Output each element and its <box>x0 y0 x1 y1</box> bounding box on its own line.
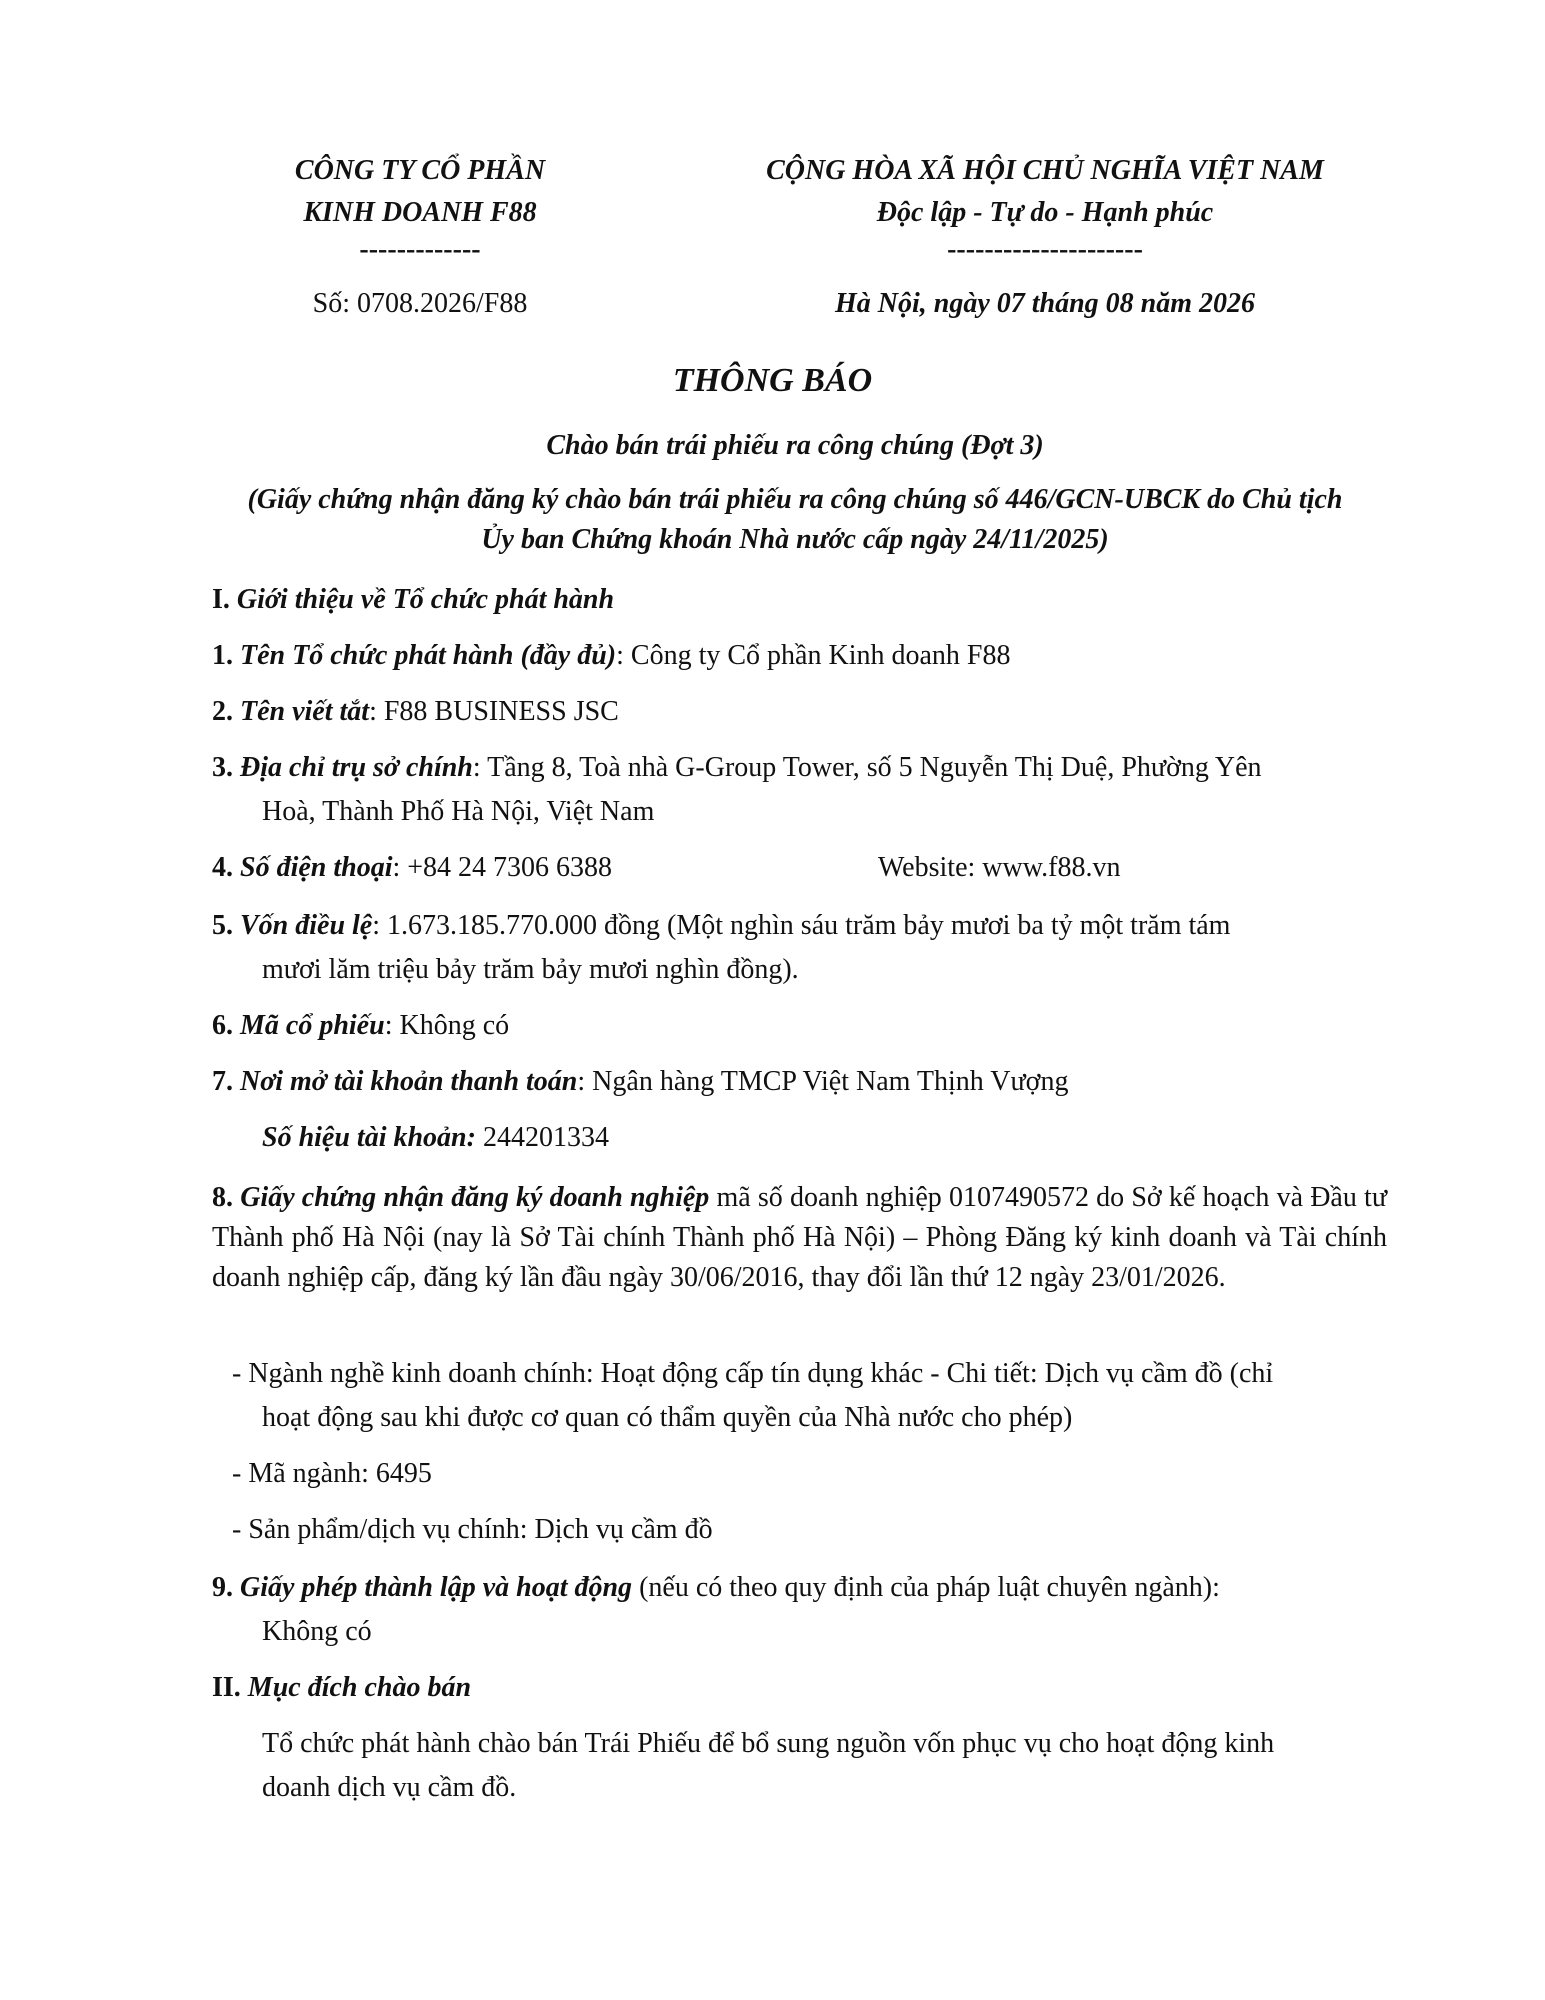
nation-divider: --------------------- <box>947 234 1143 265</box>
website: Website: www.f88.vn <box>878 852 1121 883</box>
item-4: 4. Số điện thoại: +84 24 7306 6388 <box>212 852 613 883</box>
certificate-line-2: Ủy ban Chứng khoán Nhà nước cấp ngày 24/11/2025) <box>481 524 1109 555</box>
item-9: 9. Giấy phép thành lập và hoạt động (nếu có theo quy định của pháp luật chuyên ngành): <box>212 1572 1220 1603</box>
place-date: Hà Nội, ngày 07 tháng 08 năm 2026 <box>834 288 1256 319</box>
national-header <box>700 150 1390 324</box>
company-divider: ------------- <box>359 234 481 265</box>
item-3: 3. Địa chỉ trụ sở chính: Tầng 8, Toà nhà G-Group Tower, số 5 Nguyễn Thị Duệ, Phường Yên <box>212 752 1262 783</box>
item-3-continued: Hoà, Thành Phố Hà Nội, Việt Nam <box>262 796 655 827</box>
item-5-continued: mươi lăm triệu bảy trăm bảy mươi nghìn đồng). <box>262 954 799 985</box>
document-number: Số: 0708.2026/F88 <box>312 288 528 319</box>
item-6: 6. Mã cổ phiếu: Không có <box>212 1010 510 1041</box>
document-subtitle: Chào bán trái phiếu ra công chúng (Đợt 3) <box>546 430 1044 461</box>
section-2-body-line2: doanh dịch vụ cầm đồ. <box>262 1772 517 1803</box>
item-9-continued: Không có <box>262 1616 372 1647</box>
section-2-body-line1: Tổ chức phát hành chào bán Trái Phiếu để bổ sung nguồn vốn phục vụ cho hoạt động kinh <box>262 1728 1275 1759</box>
company-header <box>230 150 610 324</box>
bullet-business-line-continued: hoạt động sau khi được cơ quan có thẩm quyền của Nhà nước cho phép) <box>262 1402 1073 1433</box>
document-title: THÔNG BÁO <box>672 362 873 399</box>
nation-name: CỘNG HÒA XÃ HỘI CHỦ NGHĨA VIỆT NAM <box>766 155 1324 186</box>
company-name-line1: CÔNG TY CỔ PHẦN <box>294 155 546 186</box>
item-7: 7. Nơi mở tài khoản thanh toán: Ngân hàng TMCP Việt Nam Thịnh Vượng <box>212 1066 1069 1097</box>
bullet-industry-code: - Mã ngành: 6495 <box>232 1458 432 1489</box>
nation-motto: Độc lập - Tự do - Hạnh phúc <box>876 197 1214 228</box>
section-1-heading: I. Giới thiệu về Tổ chức phát hành <box>212 584 615 615</box>
bullet-business-line: - Ngành nghề kinh doanh chính: Hoạt động cấp tín dụng khác - Chi tiết: Dịch vụ cầm đồ (chỉ <box>232 1358 1274 1389</box>
company-name-line2: KINH DOANH F88 <box>303 197 537 228</box>
account-number: Số hiệu tài khoản: 244201334 <box>262 1122 609 1153</box>
item-1: 1. Tên Tổ chức phát hành (đầy đủ): Công ty Cổ phần Kinh doanh F88 <box>212 640 1011 671</box>
certificate-line-1: (Giấy chứng nhận đăng ký chào bán trái phiếu ra công chúng số 446/GCN-UBCK do Chủ tịch <box>247 484 1343 515</box>
bullet-main-product: - Sản phẩm/dịch vụ chính: Dịch vụ cầm đồ <box>232 1514 713 1545</box>
item-5: 5. Vốn điều lệ: 1.673.185.770.000 đồng (Một nghìn sáu trăm bảy mươi ba tỷ một trăm tám <box>212 910 1231 941</box>
item-2: 2. Tên viết tắt: F88 BUSINESS JSC <box>212 696 619 727</box>
item-8: 8. Giấy chứng nhận đăng ký doanh nghiệp mã số doanh nghiệp 0107490572 do Sở kế hoạch và Đầu tư Thành phố Hà Nội (nay là Sở Tài chính Thành phố Hà Nội) – Phòng Đăng ký kinh doanh và Tài chính doanh nghiệp cấp, đăng ký lần đầu ngày 30/06/2016, thay đổi lần thứ 12 ngày 23/01/2026. <box>212 1182 1387 1293</box>
section-2-heading: II. Mục đích chào bán <box>212 1672 472 1703</box>
